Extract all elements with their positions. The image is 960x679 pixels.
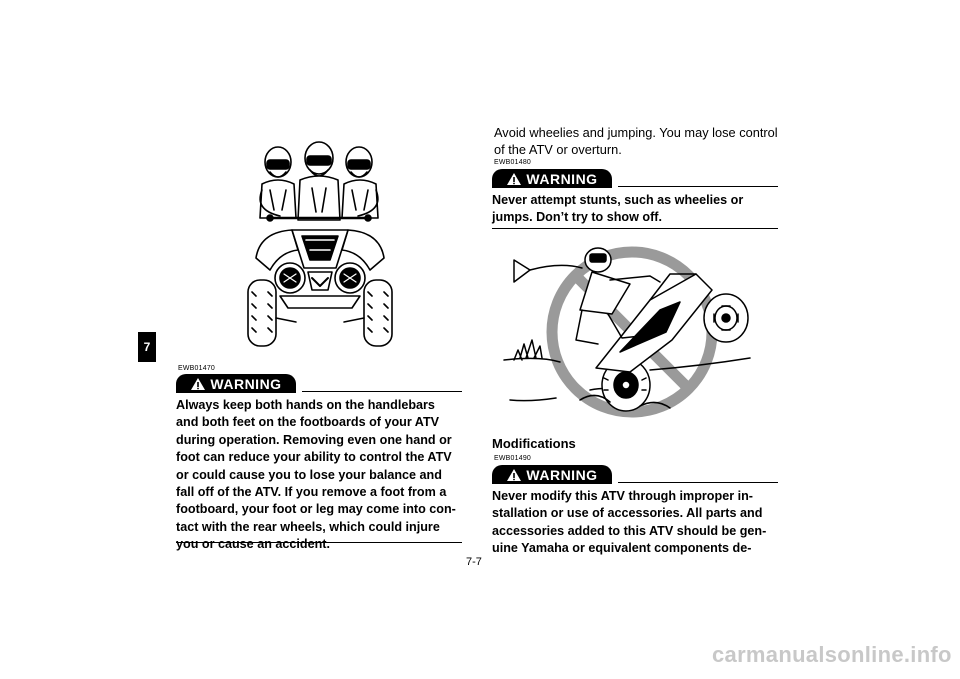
section-heading: Modifications [492,436,576,451]
warning-line: tact with the rear wheels, which could injure [176,519,440,534]
warning-line: uine Yamaha or equivalent components de- [492,541,752,556]
reference-code: EWB01480 [494,159,532,166]
warning-end-rule [176,542,462,543]
warning-rule [302,391,462,392]
warning-badge [176,374,296,393]
no-wheelies-illustration [500,240,765,425]
warning-line: stallation or use of accessories. All parts and [492,506,763,521]
warning-badge [492,465,612,484]
chapter-tab: 7 [138,332,156,362]
footer-site-link[interactable]: carmanualsonline.info [712,642,952,667]
warning-line: during operation. Removing even one hand or [176,432,452,447]
reference-code: EWB01490 [494,455,532,462]
reference-code: EWB01470 [178,365,216,372]
warning-text [492,192,778,227]
warning-line: or could cause you to lose your balance and [176,467,442,482]
intro-line: Avoid wheelies and jumping. You may lose control [494,125,778,140]
warning-header [492,169,778,188]
warning-header [492,465,778,484]
warning-text [492,488,778,558]
warning-line: fall off of the ATV. If you remove a foot from a [176,485,447,500]
intro-paragraph [494,124,784,158]
warning-line: Always keep both hands on the handlebars [176,398,435,412]
warning-line: you or cause an accident. [176,537,330,552]
warning-line: foot can reduce your ability to control the ATV [176,450,452,465]
page-number: 7-7 [466,556,482,568]
warning-triangle-icon [506,468,522,482]
three-riders-atv-illustration [240,140,410,355]
warning-badge [492,169,612,188]
intro-line: of the ATV or overturn. [494,142,622,157]
warning-triangle-icon [506,172,522,186]
warning-triangle-icon [190,377,206,391]
warning-line: accessories added to this ATV should be gen- [492,523,767,538]
warning-line: footboard, your foot or leg may come into con- [176,502,456,517]
warning-label: WARNING [526,170,598,187]
warning-line: Never modify this ATV through improper in- [492,489,753,503]
warning-rule [618,482,778,483]
warning-end-rule [492,228,778,229]
warning-rule [618,186,778,187]
warning-label: WARNING [526,466,598,483]
warning-label: WARNING [210,375,282,392]
warning-line: Never attempt stunts, such as wheelies or [492,193,744,207]
warning-header [176,374,462,393]
warning-line: and both feet on the footboards of your ATV [176,415,440,430]
warning-text [176,397,462,554]
warning-line: jumps. Don’t try to show off. [492,210,663,225]
